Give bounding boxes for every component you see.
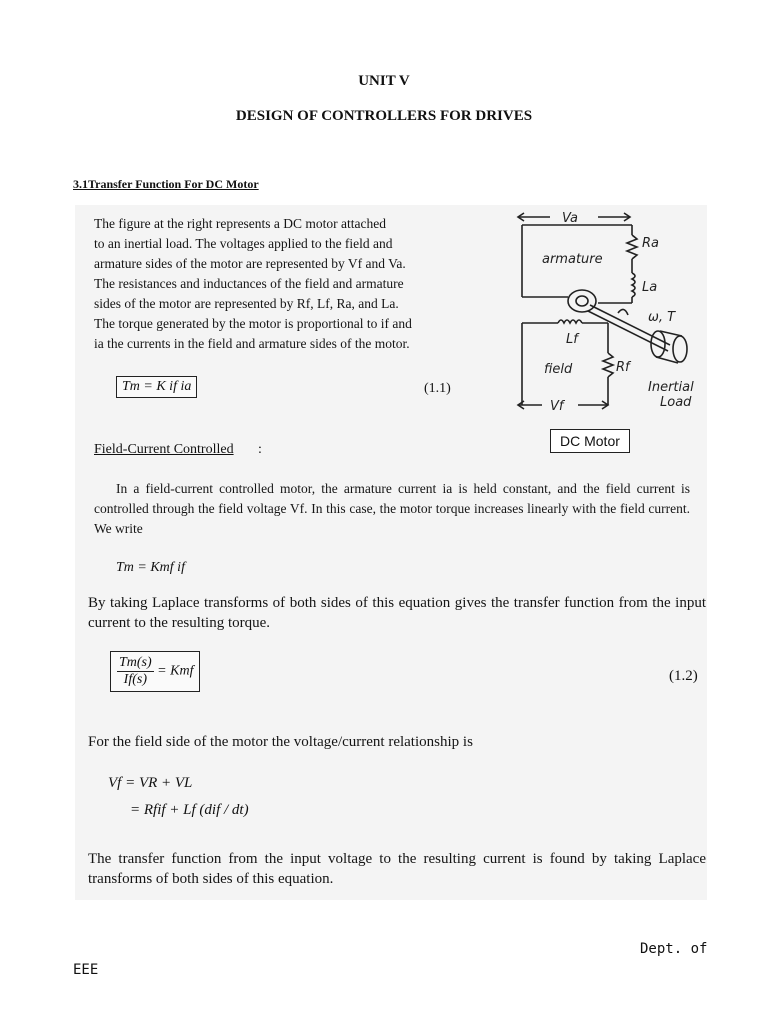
equation-tm: Tm = Kmf if <box>116 560 185 575</box>
label-inertial: Inertial <box>648 380 694 395</box>
motor-rotor-icon <box>576 296 588 306</box>
paragraph-field-side: For the field side of the motor the voltage/current relationship is <box>88 734 473 750</box>
dc-motor-figure <box>510 205 710 420</box>
intro-line: The figure at the right represents a DC motor attached <box>94 216 387 231</box>
label-la: La <box>642 280 658 295</box>
resistor-rf-icon <box>603 353 613 377</box>
intro-line: armature sides of the motor are represented by Vf and Va. <box>94 256 406 271</box>
equation-1-2-number: (1.2) <box>669 668 698 684</box>
unit-title: UNIT V <box>358 73 410 89</box>
label-load: Load <box>660 395 692 410</box>
label-ra: Ra <box>642 236 659 251</box>
intro-line: The torque generated by the motor is proportional to if and <box>94 316 412 331</box>
motor-icon <box>568 290 596 312</box>
label-armature: armature <box>542 252 603 267</box>
intro-line: The resistances and inductances of the field and armature <box>94 276 404 291</box>
fraction <box>117 655 154 688</box>
subheading-colon: : <box>258 442 262 457</box>
equation-1-2-box <box>110 651 200 692</box>
footer-dept: Dept. of <box>640 941 708 957</box>
label-vf: Vf <box>550 399 564 414</box>
fraction-numerator: Tm(s) <box>119 655 152 670</box>
section-heading: 3.1Transfer Function For DC Motor <box>73 177 259 191</box>
intro-line: sides of the motor are represented by Rf, Lf, Ra, and La. <box>94 296 399 311</box>
footer-eee: EEE <box>73 962 99 978</box>
subheading-field-current: Field-Current Controlled <box>94 442 234 457</box>
equation-vf-line-2: = Rfif + Lf (dif / dt) <box>130 802 249 818</box>
paragraph-laplace: By taking Laplace transforms of both sides of this equation gives the transfer function from the input current to the resulting torque. <box>88 595 706 631</box>
intro-line: ia the currents in the field and armature sides of the motor. <box>94 336 410 351</box>
figure-caption: DC Motor <box>550 429 630 453</box>
equation-1-1-box: Tm = K if ia <box>116 376 197 398</box>
label-omega-t: ω, T <box>648 310 676 325</box>
paragraph-transfer-function: The transfer function from the input voltage to the resulting current is found by taking Laplace transforms of both sides of this equation. <box>88 851 706 887</box>
rotation-arrow-icon <box>618 309 628 315</box>
chapter-title: DESIGN OF CONTROLLERS FOR DRIVES <box>235 108 533 124</box>
equation-1-1-number: (1.1) <box>424 381 451 396</box>
equation-vf-line-1: Vf = VR + VL <box>108 775 193 791</box>
intro-paragraph <box>94 214 490 354</box>
fraction-denominator: If(s) <box>123 672 147 687</box>
inductor-lf-icon <box>558 320 582 323</box>
label-lf: Lf <box>566 332 578 347</box>
label-rf: Rf <box>616 360 630 375</box>
inductor-la-icon <box>632 273 635 297</box>
label-field: field <box>544 362 573 377</box>
intro-line: to an inertial load. The voltages applied to the field and <box>94 236 393 251</box>
resistor-ra-icon <box>627 235 637 259</box>
equation-rhs: = Kmf <box>157 663 194 679</box>
inertial-load-end-icon <box>673 336 687 362</box>
paragraph-field-current: In a field-current controlled motor, the armature current ia is held constant, and the field current is controlled through the field voltage Vf. In this case, the motor torque increases linearly with the field current. We write <box>94 481 690 536</box>
label-va: Va <box>562 211 579 226</box>
